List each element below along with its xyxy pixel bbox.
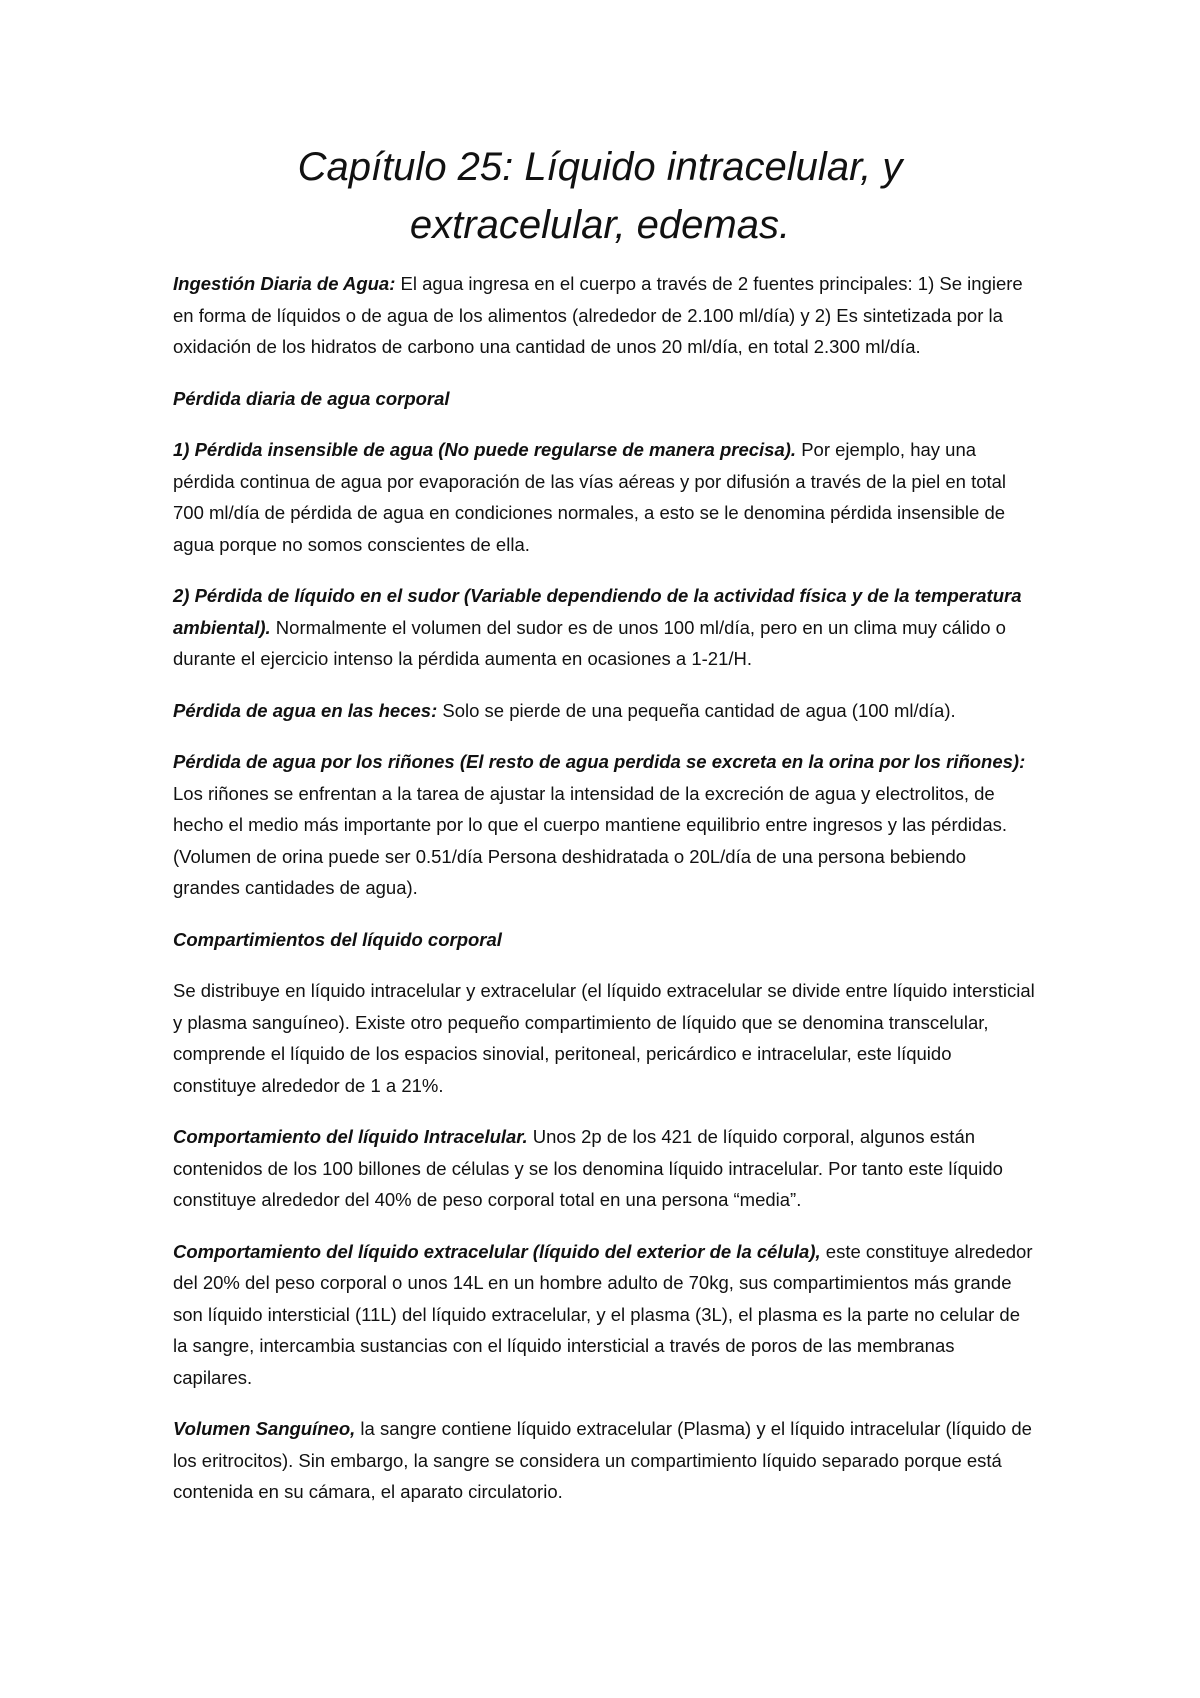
paragraph-text: Normalmente el volumen del sudor es de unos 100 ml/día, pero en un clima muy cálido o durante el ejercicio intenso la pérdida aumenta en ocasiones a 1-21/H. — [173, 616, 1006, 669]
paragraph-heading: Comportamiento del líquido Intracelular. — [173, 1126, 528, 1147]
paragraph-text: Unos 2p de los 421 de líquido corporal, algunos están contenidos de los 100 billones de células y se los denomina líquido intracelular. Por tanto este líquido constituye alrededor del 40% de peso corporal total en una persona “media”. — [173, 1126, 1003, 1210]
paragraph-text: Los riñones se enfrentan a la tarea de ajustar la intensidad de la excreción de agua y electrolitos, de hecho el medio más importante por lo que el cuerpo mantiene equilibrio entre ingresos y las pérdidas. (Volumen de orina puede ser 0.51/día Persona deshidratada o 20L/día de una persona bebiendo grandes cantidades de agua). — [173, 782, 1007, 898]
paragraph-text: este constituye alrededor del 20% del peso corporal o unos 14L en un hombre adulto de 70kg, sus compartimientos más grande son líquido intersticial (11L) del líquido extracelular, y el plasma (3L), el plasma es la parte no celular de la sangre, intercambia sustancias con el líquido intersticial a través de poros de las membranas capilares. — [173, 1240, 1033, 1388]
section-heading-compartimientos — [173, 924, 1035, 956]
paragraph-text: Solo se pierde de una pequeña cantidad de agua (100 ml/día). — [437, 699, 956, 721]
page-title — [150, 138, 1050, 254]
paragraph-heading: Pérdida de agua en las heces: — [173, 699, 438, 721]
paragraph-text: Por ejemplo, hay una pérdida continua de agua por evaporación de las vías aéreas y por difusión a través de la piel en total 700 ml/día de pérdida de agua en condiciones normales, a esto se le denomina pérdida insensible de agua porque no somos conscientes de ella. — [173, 439, 1007, 555]
paragraph-intracelular — [173, 1121, 1035, 1216]
paragraph-perdida-heces — [173, 695, 1035, 727]
paragraph-volumen-sanguineo — [173, 1413, 1035, 1508]
paragraph-heading: Comportamiento del líquido extracelular (líquido del exterior de la célula), — [173, 1240, 821, 1262]
paragraph-text: El agua ingresa en el cuerpo a través de 2 fuentes principales: 1) Se ingiere en forma de líquidos o de agua de los alimentos (alrededor de 2.100 ml/día) y 2) Es sintetizada por la oxidación de los hidratos de carbono una cantidad de unos 20 ml/día, en total 2.300 ml/día. — [173, 273, 1023, 357]
section-heading-perdida — [173, 383, 1035, 415]
paragraph-text: Se distribuye en líquido intracelular y extracelular (el líquido extracelular se divide entre líquido intersticial y plasma sanguíneo). Existe otro pequeño compartimiento de líquido que se denomina transcelular, comprende el líquido de los espacios sinovial, peritoneal, pericárdico e intracelular, este líquido constituye alrededor de 1 a 21%. — [173, 980, 1035, 1096]
paragraph-ingestion — [173, 268, 1035, 363]
paragraph-heading: Volumen Sanguíneo, — [173, 1418, 356, 1439]
paragraph-extracelular — [173, 1236, 1035, 1394]
paragraph-text: la sangre contiene líquido extracelular (Plasma) y el líquido intracelular (líquido de los eritrocitos). Sin embargo, la sangre se considera un compartimiento líquido separado porque está contenida en su cámara, el aparato circulatorio. — [173, 1418, 1032, 1502]
paragraph-heading: 2) Pérdida de líquido en el sudor (Variable dependiendo de la actividad física y de la temperatura ambiental). — [173, 585, 1022, 638]
paragraph-heading: Pérdida diaria de agua corporal — [173, 387, 450, 409]
page-title-line-2: extracelular, edemas. — [409, 203, 791, 247]
paragraph-heading: Pérdida de agua por los riñones (El resto de agua perdida se excreta en la orina por los riñones): — [173, 751, 1026, 772]
paragraph-heading: Compartimientos del líquido corporal — [173, 928, 502, 950]
paragraph-perdida-insensible — [173, 434, 1035, 560]
paragraph-distribucion — [173, 975, 1035, 1101]
paragraph-heading: Ingestión Diaria de Agua: — [173, 273, 396, 294]
page-title-line-1: Capítulo 25: Líquido intracelular, y — [297, 145, 903, 189]
paragraph-heading: 1) Pérdida insensible de agua (No puede regularse de manera precisa). — [173, 439, 797, 460]
paragraph-perdida-sudor — [173, 580, 1035, 675]
paragraph-perdida-rinones — [173, 746, 1035, 904]
document-body — [173, 268, 1035, 1528]
